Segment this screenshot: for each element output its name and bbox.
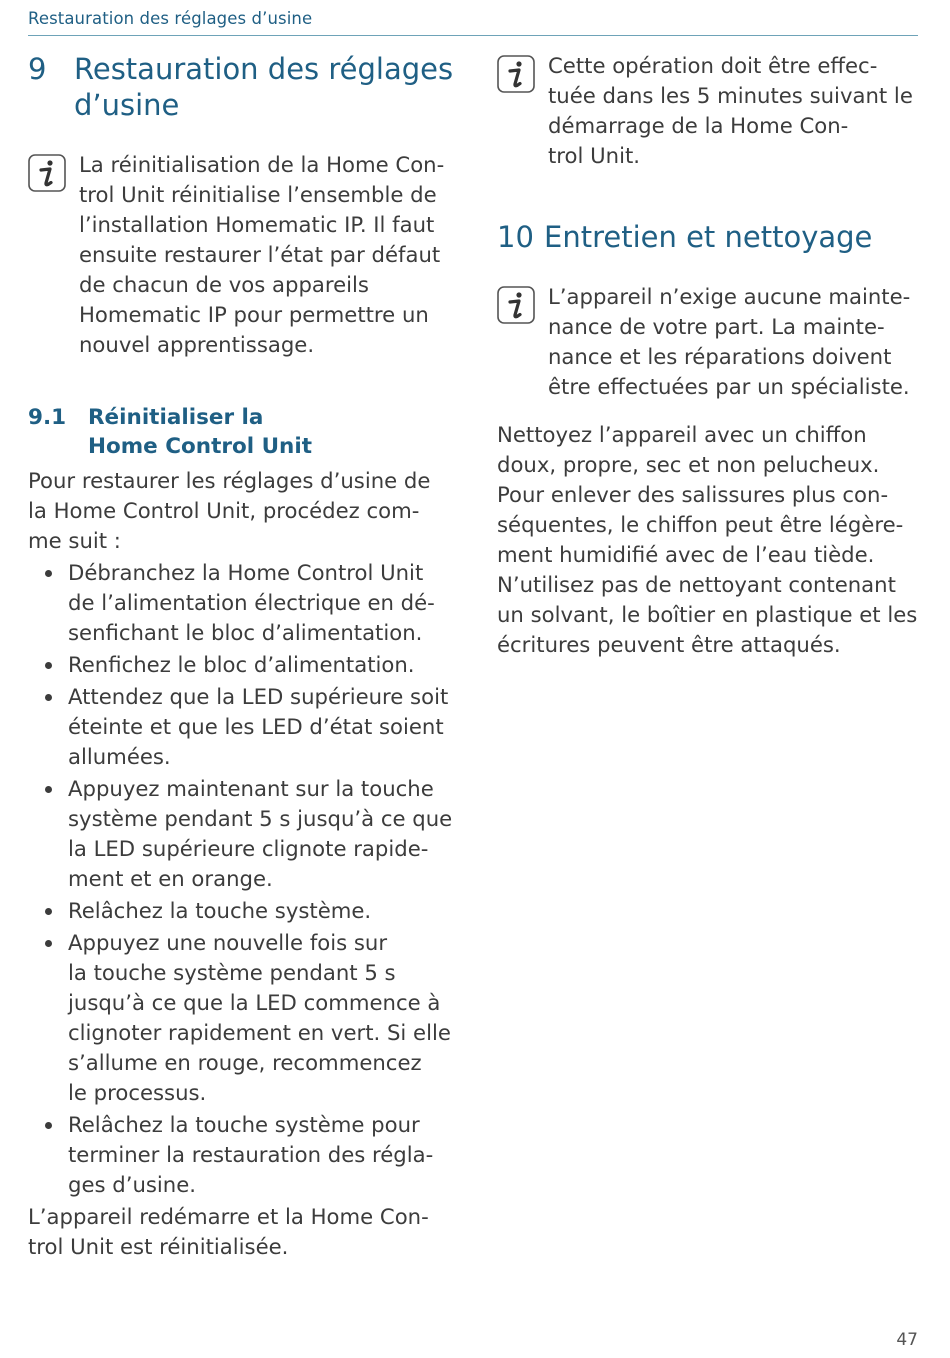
text-line: Cette opération doit être effec- [548, 53, 878, 78]
bullet-dot [45, 570, 52, 577]
page-number: 47 [896, 1330, 918, 1350]
text-line: nance et les réparations doivent [548, 344, 892, 369]
section-9-title-line1: Restauration des réglages [74, 52, 454, 86]
bullet-dot [45, 786, 52, 793]
text-line: la touche système pendant 5 s [68, 960, 396, 985]
text-line: le processus. [68, 1080, 207, 1105]
list-item [28, 558, 458, 648]
text-line: trol Unit réinitialise l’ensemble de [79, 182, 437, 207]
text-line: un solvant, le boîtier en plastique et les [497, 602, 918, 627]
info-icon [497, 286, 535, 324]
text-line: L’appareil redémarre et la Home Con- [28, 1204, 429, 1229]
text-line: l’installation Homematic IP. Il faut [79, 212, 435, 237]
text-line: N’utilisez pas de nettoyant contenant [497, 572, 896, 597]
list-item [28, 774, 458, 894]
text-line: nance de votre part. La mainte- [548, 314, 885, 339]
text-line: allumées. [68, 744, 171, 769]
text-line: me suit : [28, 528, 121, 553]
text-line: clignoter rapidement en vert. Si elle [68, 1020, 451, 1045]
info-icon [28, 154, 66, 192]
list-item [28, 650, 458, 680]
text-line: Nettoyez l’appareil avec un chiffon [497, 422, 867, 447]
text-line: tuée dans les 5 minutes suivant le [548, 83, 913, 108]
intro-paragraph [28, 466, 458, 556]
text-line: Pour enlever des salissures plus con- [497, 482, 889, 507]
info-note-timing-text [548, 51, 913, 171]
running-header: Restauration des réglages d’usine [28, 9, 313, 28]
info-note-reset-text [79, 150, 444, 360]
text-line: s’allume en rouge, recommencez [68, 1050, 422, 1075]
text-line: la Home Control Unit, procédez com- [28, 498, 420, 523]
text-line: Renfichez le bloc d’alimentation. [68, 652, 415, 677]
text-line: Relâchez la touche système pour [68, 1112, 420, 1137]
text-line: Appuyez une nouvelle fois sur [68, 930, 388, 955]
text-line: écritures peuvent être attaqués. [497, 632, 841, 657]
section-9-title-line2: d’usine [74, 88, 180, 122]
section-9-1-title-line1: Réinitialiser la [88, 405, 264, 430]
text-line: Pour restaurer les réglages d’usine de [28, 468, 431, 493]
text-line: de l’alimentation électrique en dé- [68, 590, 435, 615]
list-item [28, 1110, 458, 1200]
text-line: senfichant le bloc d’alimentation. [68, 620, 423, 645]
text-line: éteinte et que les LED d’état soient [68, 714, 444, 739]
reset-steps-list [28, 558, 458, 1202]
text-line: nouvel apprentissage. [79, 332, 315, 357]
section-9-number: 9 [28, 52, 47, 86]
bullet-dot [45, 908, 52, 915]
text-line: la LED supérieure clignote rapide- [68, 836, 429, 861]
text-line: ges d’usine. [68, 1172, 196, 1197]
section-9-1-title-line2: Home Control Unit [88, 433, 313, 459]
section-10-title: Entretien et nettoyage [544, 220, 873, 254]
list-item [28, 682, 458, 772]
text-line: trol Unit est réinitialisée. [28, 1234, 289, 1259]
header-divider [28, 35, 918, 36]
text-line: La réinitialisation de la Home Con- [79, 152, 445, 177]
text-line: système pendant 5 s jusqu’à ce que [68, 806, 453, 831]
text-line: terminer la restauration des régla- [68, 1142, 434, 1167]
text-line: ment et en orange. [68, 866, 273, 891]
text-line: Attendez que la LED supérieure soit [68, 684, 449, 709]
outro-paragraph [28, 1202, 458, 1262]
text-line: L’appareil n’exige aucune mainte- [548, 284, 911, 309]
text-line: démarrage de la Home Con- [548, 113, 849, 138]
text-line: ensuite restaurer l’état par défaut [79, 242, 441, 267]
text-line: Appuyez maintenant sur la touche [68, 776, 434, 801]
bullet-dot [45, 662, 52, 669]
text-line: doux, propre, sec et non pelucheux. [497, 452, 880, 477]
section-9-1-number: 9.1 [28, 405, 67, 430]
text-line: Relâchez la touche système. [68, 898, 372, 923]
text-line: trol Unit. [548, 143, 641, 168]
cleaning-paragraph [497, 420, 922, 660]
text-line: ment humidifié avec de l’eau tiède. [497, 542, 875, 567]
text-line: Débranchez la Home Control Unit [68, 560, 424, 585]
list-item [28, 928, 458, 1108]
text-line: séquentes, le chiffon peut être légère- [497, 512, 904, 537]
info-icon [497, 55, 535, 93]
text-line: être effectuées par un spécialiste. [548, 374, 910, 399]
text-line: Homematic IP pour permettre un [79, 302, 429, 327]
bullet-dot [45, 694, 52, 701]
text-line: jusqu’à ce que la LED commence à [68, 990, 441, 1015]
list-item [28, 896, 458, 926]
bullet-dot [45, 940, 52, 947]
info-note-maintenance-text [548, 282, 910, 402]
section-10-number: 10 [497, 220, 534, 254]
bullet-dot [45, 1122, 52, 1129]
text-line: de chacun de vos appareils [79, 272, 369, 297]
